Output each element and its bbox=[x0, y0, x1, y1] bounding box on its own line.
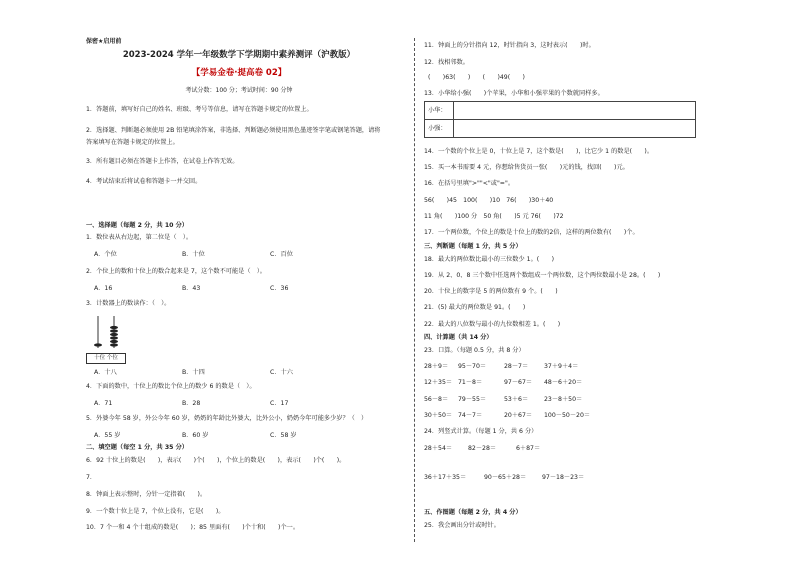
oral-item: 30＋50＝ bbox=[424, 412, 453, 419]
question-16-line-1: 56( )45 100( )10 76( )30＋40 bbox=[424, 197, 554, 204]
table-row bbox=[425, 102, 696, 120]
option-b[interactable]: B．28 bbox=[182, 400, 201, 407]
question-2-options bbox=[94, 285, 288, 293]
vertical-item: 82－28＝ bbox=[468, 445, 497, 452]
abacus-label: 十位 个位 bbox=[86, 353, 126, 364]
question-10: 10．7 个一和 4 个十组成的数是( )；85 里面有( )个十和( )个一。 bbox=[86, 524, 300, 531]
vertical-item: 90－65＋28＝ bbox=[484, 474, 527, 481]
oral-item: 28＋9＝ bbox=[424, 363, 449, 370]
oral-item: 20＋67＝ bbox=[504, 412, 533, 419]
question-7: 7． bbox=[86, 474, 97, 481]
option-a[interactable]: A．十八 bbox=[94, 369, 117, 376]
option-b[interactable]: B．十四 bbox=[182, 369, 205, 376]
question-20: 20．十位上的数字是 5 的两位数有 9 个。( ) bbox=[424, 288, 558, 295]
section-3-heading: 三、判断题（每题 1 分，共 5 分） bbox=[424, 243, 522, 250]
oral-item: 74－7＝ bbox=[458, 412, 483, 419]
oral-item: 95－70＝ bbox=[458, 363, 487, 370]
option-b[interactable]: B．十位 bbox=[182, 251, 205, 258]
row-area bbox=[454, 120, 696, 138]
row-label: 小强： bbox=[425, 120, 454, 138]
section-4-heading: 四、计算题（共 14 分） bbox=[424, 334, 493, 341]
option-a[interactable]: A．71 bbox=[94, 400, 113, 407]
question-24: 24．列竖式计算。（每题 1 分，共 6 分） bbox=[424, 428, 538, 435]
section-1-heading: 一、选择题（每题 2 分，共 10 分） bbox=[86, 222, 188, 229]
option-b[interactable]: B．43 bbox=[182, 285, 201, 292]
column-divider bbox=[414, 38, 415, 542]
question-12: 12．找相邻数。 bbox=[424, 59, 469, 66]
question-6: 6．92 十位上的数是( )，表示( )个( )，个位上的数是( )，表示( )个( )。 bbox=[86, 457, 346, 464]
question-12-blanks: ( )63( ) ( )49( ) bbox=[428, 74, 525, 81]
question-1-options bbox=[94, 251, 293, 259]
question-17: 17．一个两位数，个位上的数是十位上的数的2倍，这样的两位数有( )个。 bbox=[424, 229, 639, 236]
oral-item: 37＋9＋4＝ bbox=[544, 363, 579, 370]
option-b[interactable]: B．60 岁 bbox=[182, 432, 209, 439]
option-a[interactable]: A．个位 bbox=[94, 251, 117, 258]
option-c[interactable]: C．17 bbox=[270, 400, 289, 407]
question-3: 3．计数器上的数读作：（ ）。 bbox=[86, 300, 171, 307]
abacus-icon bbox=[86, 314, 126, 350]
question-3-options bbox=[94, 369, 293, 377]
question-1: 1．数位表从右边起，第二位是（ ）。 bbox=[86, 234, 193, 241]
note-1: 1．答题前，填写好自己的姓名、班级、考号等信息，请写在答题卡规定的位置上。 bbox=[86, 106, 313, 113]
option-c[interactable]: C．58 岁 bbox=[270, 432, 297, 439]
question-22: 22．最大的八位数与最小的九位数相差 1。( ) bbox=[424, 321, 561, 328]
vertical-item: 36＋17＋35＝ bbox=[424, 474, 467, 481]
option-c[interactable]: C．36 bbox=[270, 285, 289, 292]
question-18: 18．最大的两位数比最小的三位数少 1。( ) bbox=[424, 256, 554, 263]
oral-item: 100－50－20＝ bbox=[544, 412, 591, 419]
row-label: 小华： bbox=[425, 102, 454, 120]
section-2-heading: 二、填空题（每空 1 分，共 35 分） bbox=[86, 444, 188, 451]
oral-item: 56－8＝ bbox=[424, 396, 449, 403]
question-2: 2．个位上的数和十位上的数合起来是 7，这个数不可能是（ ）。 bbox=[86, 268, 266, 275]
question-16: 16．在括号里填">""<"或"="。 bbox=[424, 180, 515, 187]
oral-item: 23－8＋50＝ bbox=[544, 396, 583, 403]
question-8: 8．钟面上表示整时，分针一定指着( )。 bbox=[86, 491, 207, 498]
note-3: 3．所有题目必须在答题卡上作答，在试卷上作答无效。 bbox=[86, 158, 239, 165]
option-c[interactable]: C．百位 bbox=[270, 251, 293, 258]
question-15: 15．买一本书需要 4 元，你想给售货员一张( )元的钱，找回( )元。 bbox=[424, 164, 629, 171]
exam-title: 2023-2024 学年一年级数学下学期期中素养测评（沪教版） bbox=[122, 50, 356, 60]
exam-page bbox=[74, 32, 794, 542]
question-4: 4．下面的数中，十位上的数比个位上的数少 6 的数是（ ）。 bbox=[86, 383, 256, 390]
question-14: 14．一个数的个位上是 0，十位上是 7，这个数是( )，比它少 1 的数是( )。 bbox=[424, 148, 654, 155]
apple-table bbox=[424, 101, 696, 138]
abacus-figure bbox=[86, 314, 126, 362]
table-row bbox=[425, 120, 696, 138]
oral-item: 71－8＝ bbox=[458, 379, 483, 386]
question-5-options bbox=[94, 432, 297, 440]
exam-subtitle: 【学易金卷·提高卷 02】 bbox=[191, 68, 287, 78]
row-area bbox=[454, 102, 696, 120]
note-4: 4．考试结束后将试卷和答题卡一并交回。 bbox=[86, 178, 202, 185]
secret-mark: 保密★启用前 bbox=[86, 38, 122, 45]
oral-item: 53＋6＝ bbox=[504, 396, 529, 403]
option-a[interactable]: A．55 岁 bbox=[94, 432, 121, 439]
note-2-cont: 答案填写在答题卡规定的位置上。 bbox=[86, 139, 179, 146]
question-5: 5．外婆今年 58 岁，外公今年 60 岁，奶奶的年龄比外婆大，比外公小，奶奶今年可能多少岁？（ ） bbox=[86, 415, 368, 422]
oral-item: 79－55＝ bbox=[458, 396, 487, 403]
question-23: 23．口算。（每题 0.5 分，共 8 分） bbox=[424, 347, 525, 354]
note-2: 2．选择题、判断题必须使用 2B 铅笔填涂答案，非选择、判断题必须使用黑色墨迹签字笔或钢笔答题，请将 bbox=[86, 127, 381, 134]
question-25: 25．我会画出分针或时针。 bbox=[424, 522, 500, 529]
exam-meta: 考试分数：100 分；考试时间：90 分钟 bbox=[185, 87, 293, 94]
vertical-item: 28＋54＝ bbox=[424, 445, 453, 452]
question-19: 19．从 2、0、8 三个数中任选两个数组成一个两位数，这个两位数最小是 28。( ) bbox=[424, 272, 661, 279]
oral-item: 97－67＝ bbox=[504, 379, 533, 386]
option-a[interactable]: A．16 bbox=[94, 285, 113, 292]
oral-item: 48－6＋20＝ bbox=[544, 379, 583, 386]
section-5-heading: 五、作图题（每题 2 分，共 4 分） bbox=[424, 509, 522, 516]
vertical-item: 6＋87＝ bbox=[516, 445, 541, 452]
question-13: 13．小华给小强( )个苹果，小华和小强苹果的个数就同样多。 bbox=[424, 90, 604, 97]
vertical-item: 97－18－23＝ bbox=[542, 474, 585, 481]
oral-item: 28－7＝ bbox=[504, 363, 529, 370]
oral-item: 12＋35＝ bbox=[424, 379, 453, 386]
question-21: 21．(5) 最大的两位数是 91。( ) bbox=[424, 304, 526, 311]
question-16-line-2: 11 角( )100 分 50 角( )5 元 76( )72 bbox=[424, 213, 564, 220]
option-c[interactable]: C．十六 bbox=[270, 369, 293, 376]
question-11: 11．钟面上的分针指向 12，时针指向 3，这时表示( )时。 bbox=[424, 42, 595, 49]
question-4-options bbox=[94, 400, 288, 408]
question-9: 9．一个数十位上是 7，个位上没有，它是( )。 bbox=[86, 508, 225, 515]
